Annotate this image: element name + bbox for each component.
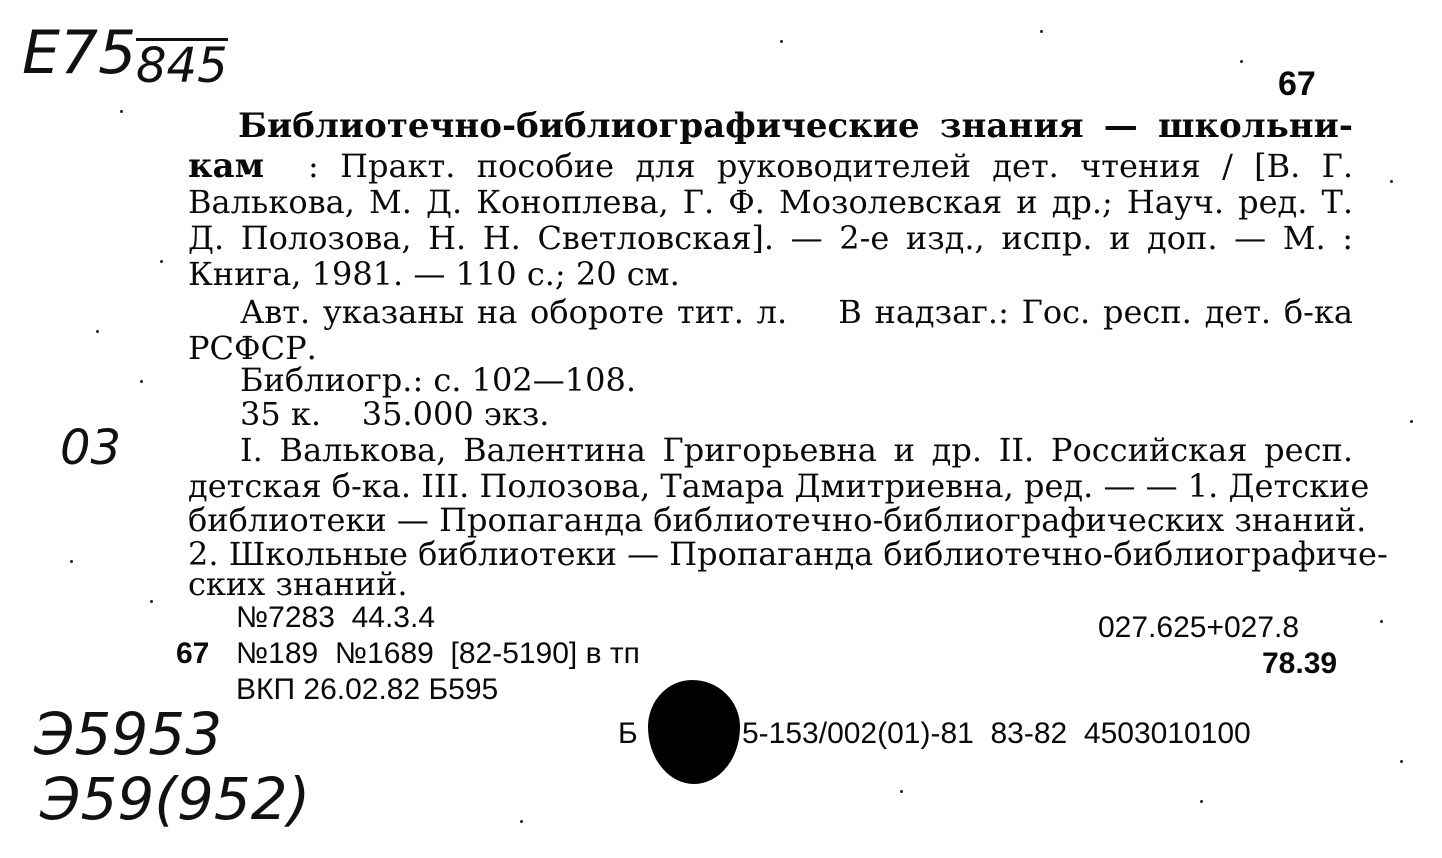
tracing-line-4: 2. Школьные библиотеки — Пропаганда библиотечно-библиографиче- (188, 535, 1388, 573)
footer-bottom-right: 5-153/002(01)-81 83-82 4503010100 (742, 717, 1251, 750)
note-line-1: Авт. указаны на обороте тит. л. В надзаг.: Гос. респ. дет. б-ка (240, 293, 1353, 331)
handwritten-mark: 03 (60, 420, 122, 476)
footer-left-1: №7283 44.3.4 (236, 601, 435, 634)
price-note: 35 к. 35.000 экз. (240, 395, 550, 433)
handwritten-code-top: Е75 (22, 18, 137, 88)
tracing-line-2: детская б-ка. III. Полозова, Тамара Дмитриевна, ред. — — 1. Детские (188, 467, 1370, 505)
body-line-4: Книга, 1981. — 110 с.; 20 см. (188, 255, 680, 293)
handwritten-code-1: Э5953 (34, 700, 223, 768)
card-number: 67 (1278, 65, 1316, 103)
footer-left-2-prefix: 67 (176, 637, 210, 670)
bibliography-note: Библиогр.: с. 102—108. (240, 361, 636, 399)
body-line-1: : Практ. пособие для руководителей дет. чтения / [В. Г. (308, 147, 1353, 185)
entry-title-end: кам (188, 146, 265, 186)
body-line-2: Валькова, М. Д. Коноплева, Г. Ф. Мозолевская и др.; Науч. ред. Т. (188, 183, 1353, 221)
handwritten-code-2: Э59(952) (40, 765, 311, 833)
ink-blot (648, 680, 740, 784)
footer-bottom-left: Б (618, 717, 638, 750)
note-line-2: РСФСР. (188, 329, 317, 367)
footer-right-2: 78.39 (1262, 647, 1338, 680)
footer-right-1: 027.625+027.8 (1098, 611, 1300, 644)
tracing-line-3: библиотеки — Пропаганда библиотечно-библиографических знаний. (188, 501, 1367, 539)
handwritten-sub-top: 845 (136, 38, 228, 94)
footer-left-2: №189 №1689 [82-5190] в тп (236, 637, 640, 670)
body-line-3: Д. Полозова, Н. Н. Светловская]. — 2-е изд., испр. и доп. — М. : (188, 219, 1353, 257)
entry-title: Библиотечно-библиографические знания — школьни- (238, 106, 1353, 146)
tracing-line-5: ских знаний. (188, 565, 408, 603)
footer-left-3: ВКП 26.02.82 Б595 (236, 673, 499, 706)
tracing-line-1: I. Валькова, Валентина Григорьевна и др. II. Российская респ. (240, 431, 1353, 469)
